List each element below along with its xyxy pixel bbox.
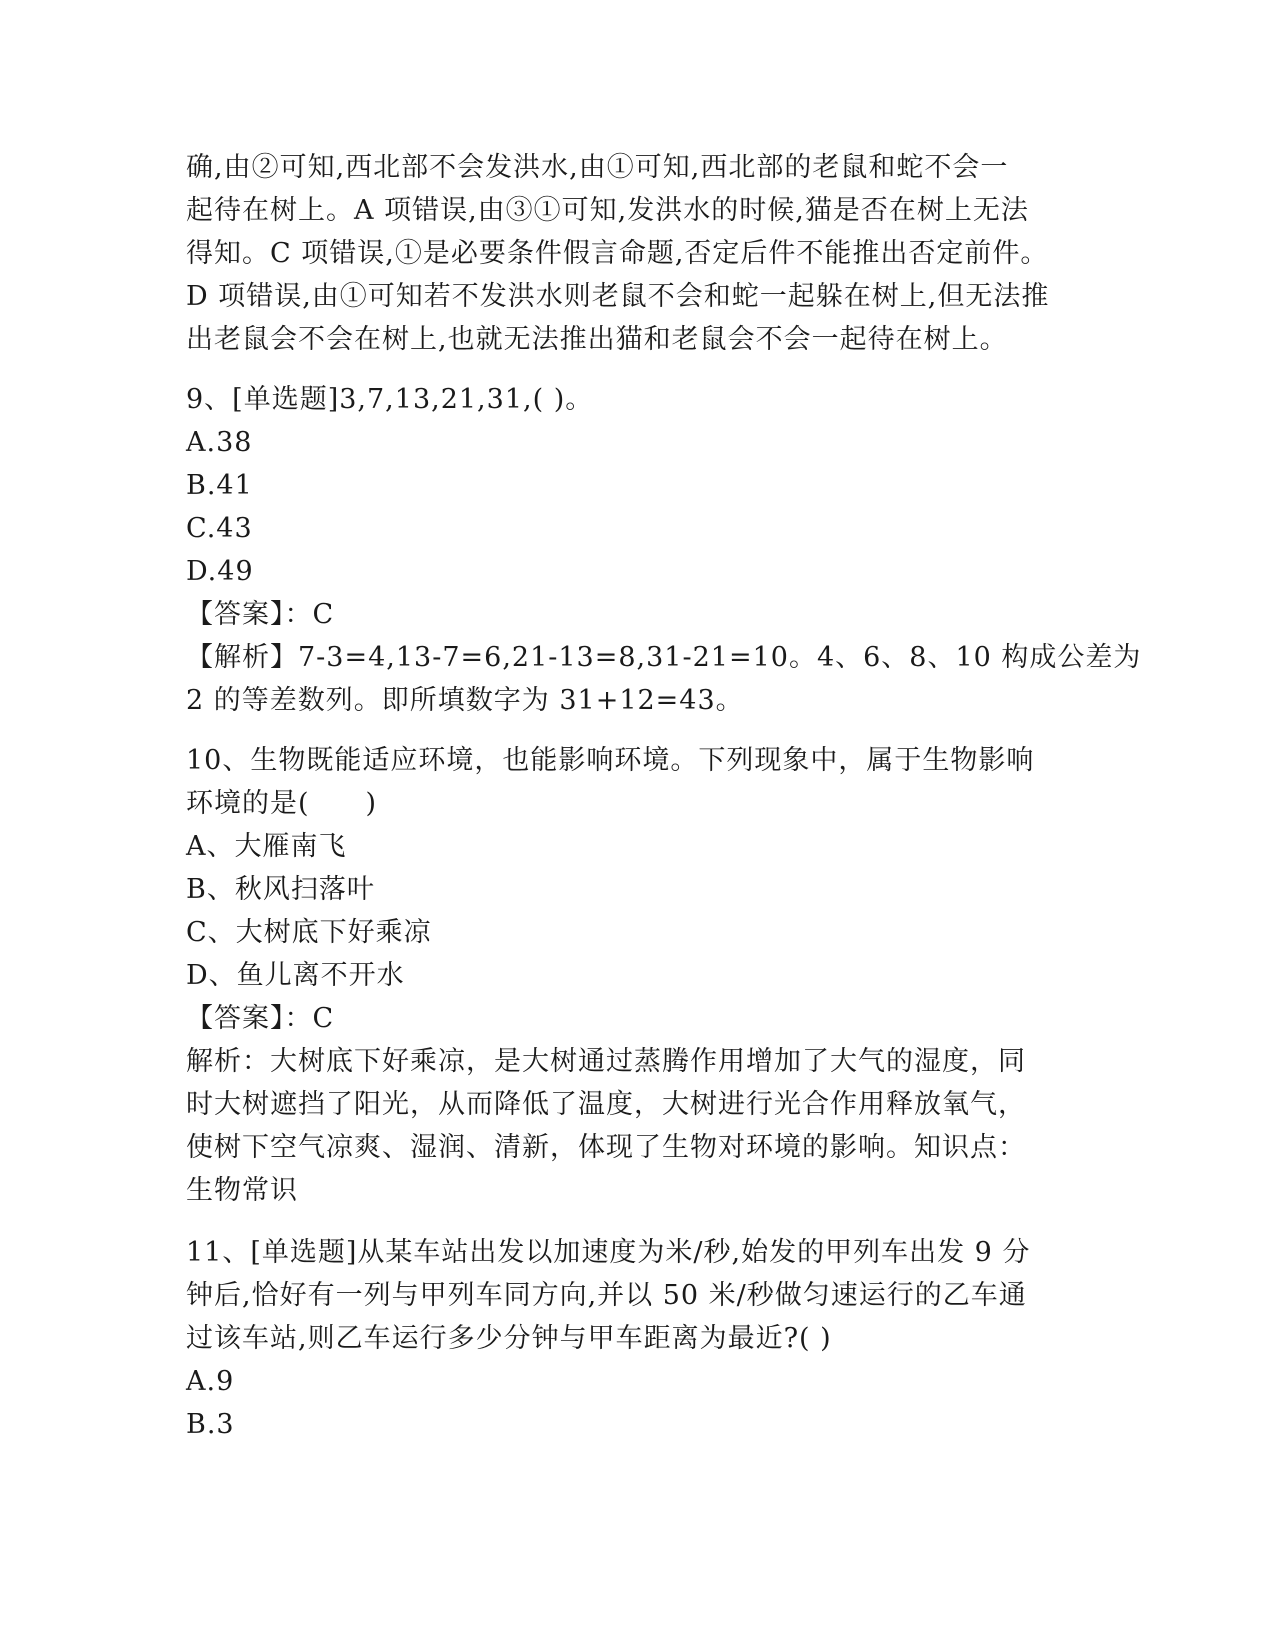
analysis-line: 【解析】7-3=4,13-7=6,21-13=8,31-21=10。4、6、8、10 构成公差为	[186, 642, 1142, 673]
explanation-line: 确,由②可知,西北部不会发洪水,由①可知,西北部的老鼠和蛇不会一	[186, 152, 1009, 183]
option-c: C.43	[186, 513, 253, 544]
question-11	[186, 1231, 1086, 1446]
question-text: 11、[单选题]从某车站出发以加速度为米/秒,始发的甲列车出发 9 分	[186, 1237, 1031, 1268]
option-d: D、鱼儿离不开水	[186, 960, 405, 991]
explanation-line: 出老鼠会不会在树上,也就无法推出猫和老鼠会不会一起待在树上。	[186, 324, 1008, 355]
question-text: 9、[单选题]3,7,13,21,31,( )。	[186, 384, 594, 415]
analysis-line: 使树下空气凉爽、湿润、清新，体现了生物对环境的影响。知识点：	[186, 1132, 1026, 1163]
option-c: C、大树底下好乘凉	[186, 917, 432, 948]
explanation-line: 起待在树上。A 项错误,由③①可知,发洪水的时候,猫是否在树上无法	[186, 195, 1029, 226]
option-a: A.38	[186, 427, 253, 458]
option-b: B.41	[186, 470, 253, 501]
analysis-line: 时大树遮挡了阳光，从而降低了温度，大树进行光合作用释放氧气，	[186, 1089, 1026, 1120]
question-9	[186, 378, 1142, 722]
option-a: A、大雁南飞	[186, 831, 347, 862]
option-b: B.3	[186, 1409, 235, 1440]
q8-explanation	[186, 146, 1086, 361]
option-d: D.49	[186, 556, 254, 587]
option-b: B、秋风扫落叶	[186, 874, 375, 905]
explanation-line: D 项错误,由①可知若不发洪水则老鼠不会和蛇一起躲在树上,但无法推	[186, 281, 1050, 312]
question-text: 钟后,恰好有一列与甲列车同方向,并以 50 米/秒做匀速运行的乙车通	[186, 1280, 1027, 1311]
question-text: 10、生物既能适应环境，也能影响环境。下列现象中，属于生物影响	[186, 745, 1035, 776]
question-10	[186, 739, 1086, 1212]
option-a: A.9	[186, 1366, 235, 1397]
answer: 【答案】：C	[186, 1003, 335, 1034]
document-page	[186, 146, 1142, 1446]
analysis-line: 生物常识	[186, 1175, 298, 1206]
question-text: 环境的是( )	[186, 788, 378, 819]
answer: 【答案】：C	[186, 599, 335, 630]
question-text: 过该车站,则乙车运行多少分钟与甲车距离为最近?( )	[186, 1323, 832, 1354]
analysis-line: 2 的等差数列。即所填数字为 31+12=43。	[186, 685, 744, 716]
analysis-line: 解析：大树底下好乘凉，是大树通过蒸腾作用增加了大气的湿度，同	[186, 1046, 1026, 1077]
explanation-line: 得知。C 项错误,①是必要条件假言命题,否定后件不能推出否定前件。	[186, 238, 1049, 269]
